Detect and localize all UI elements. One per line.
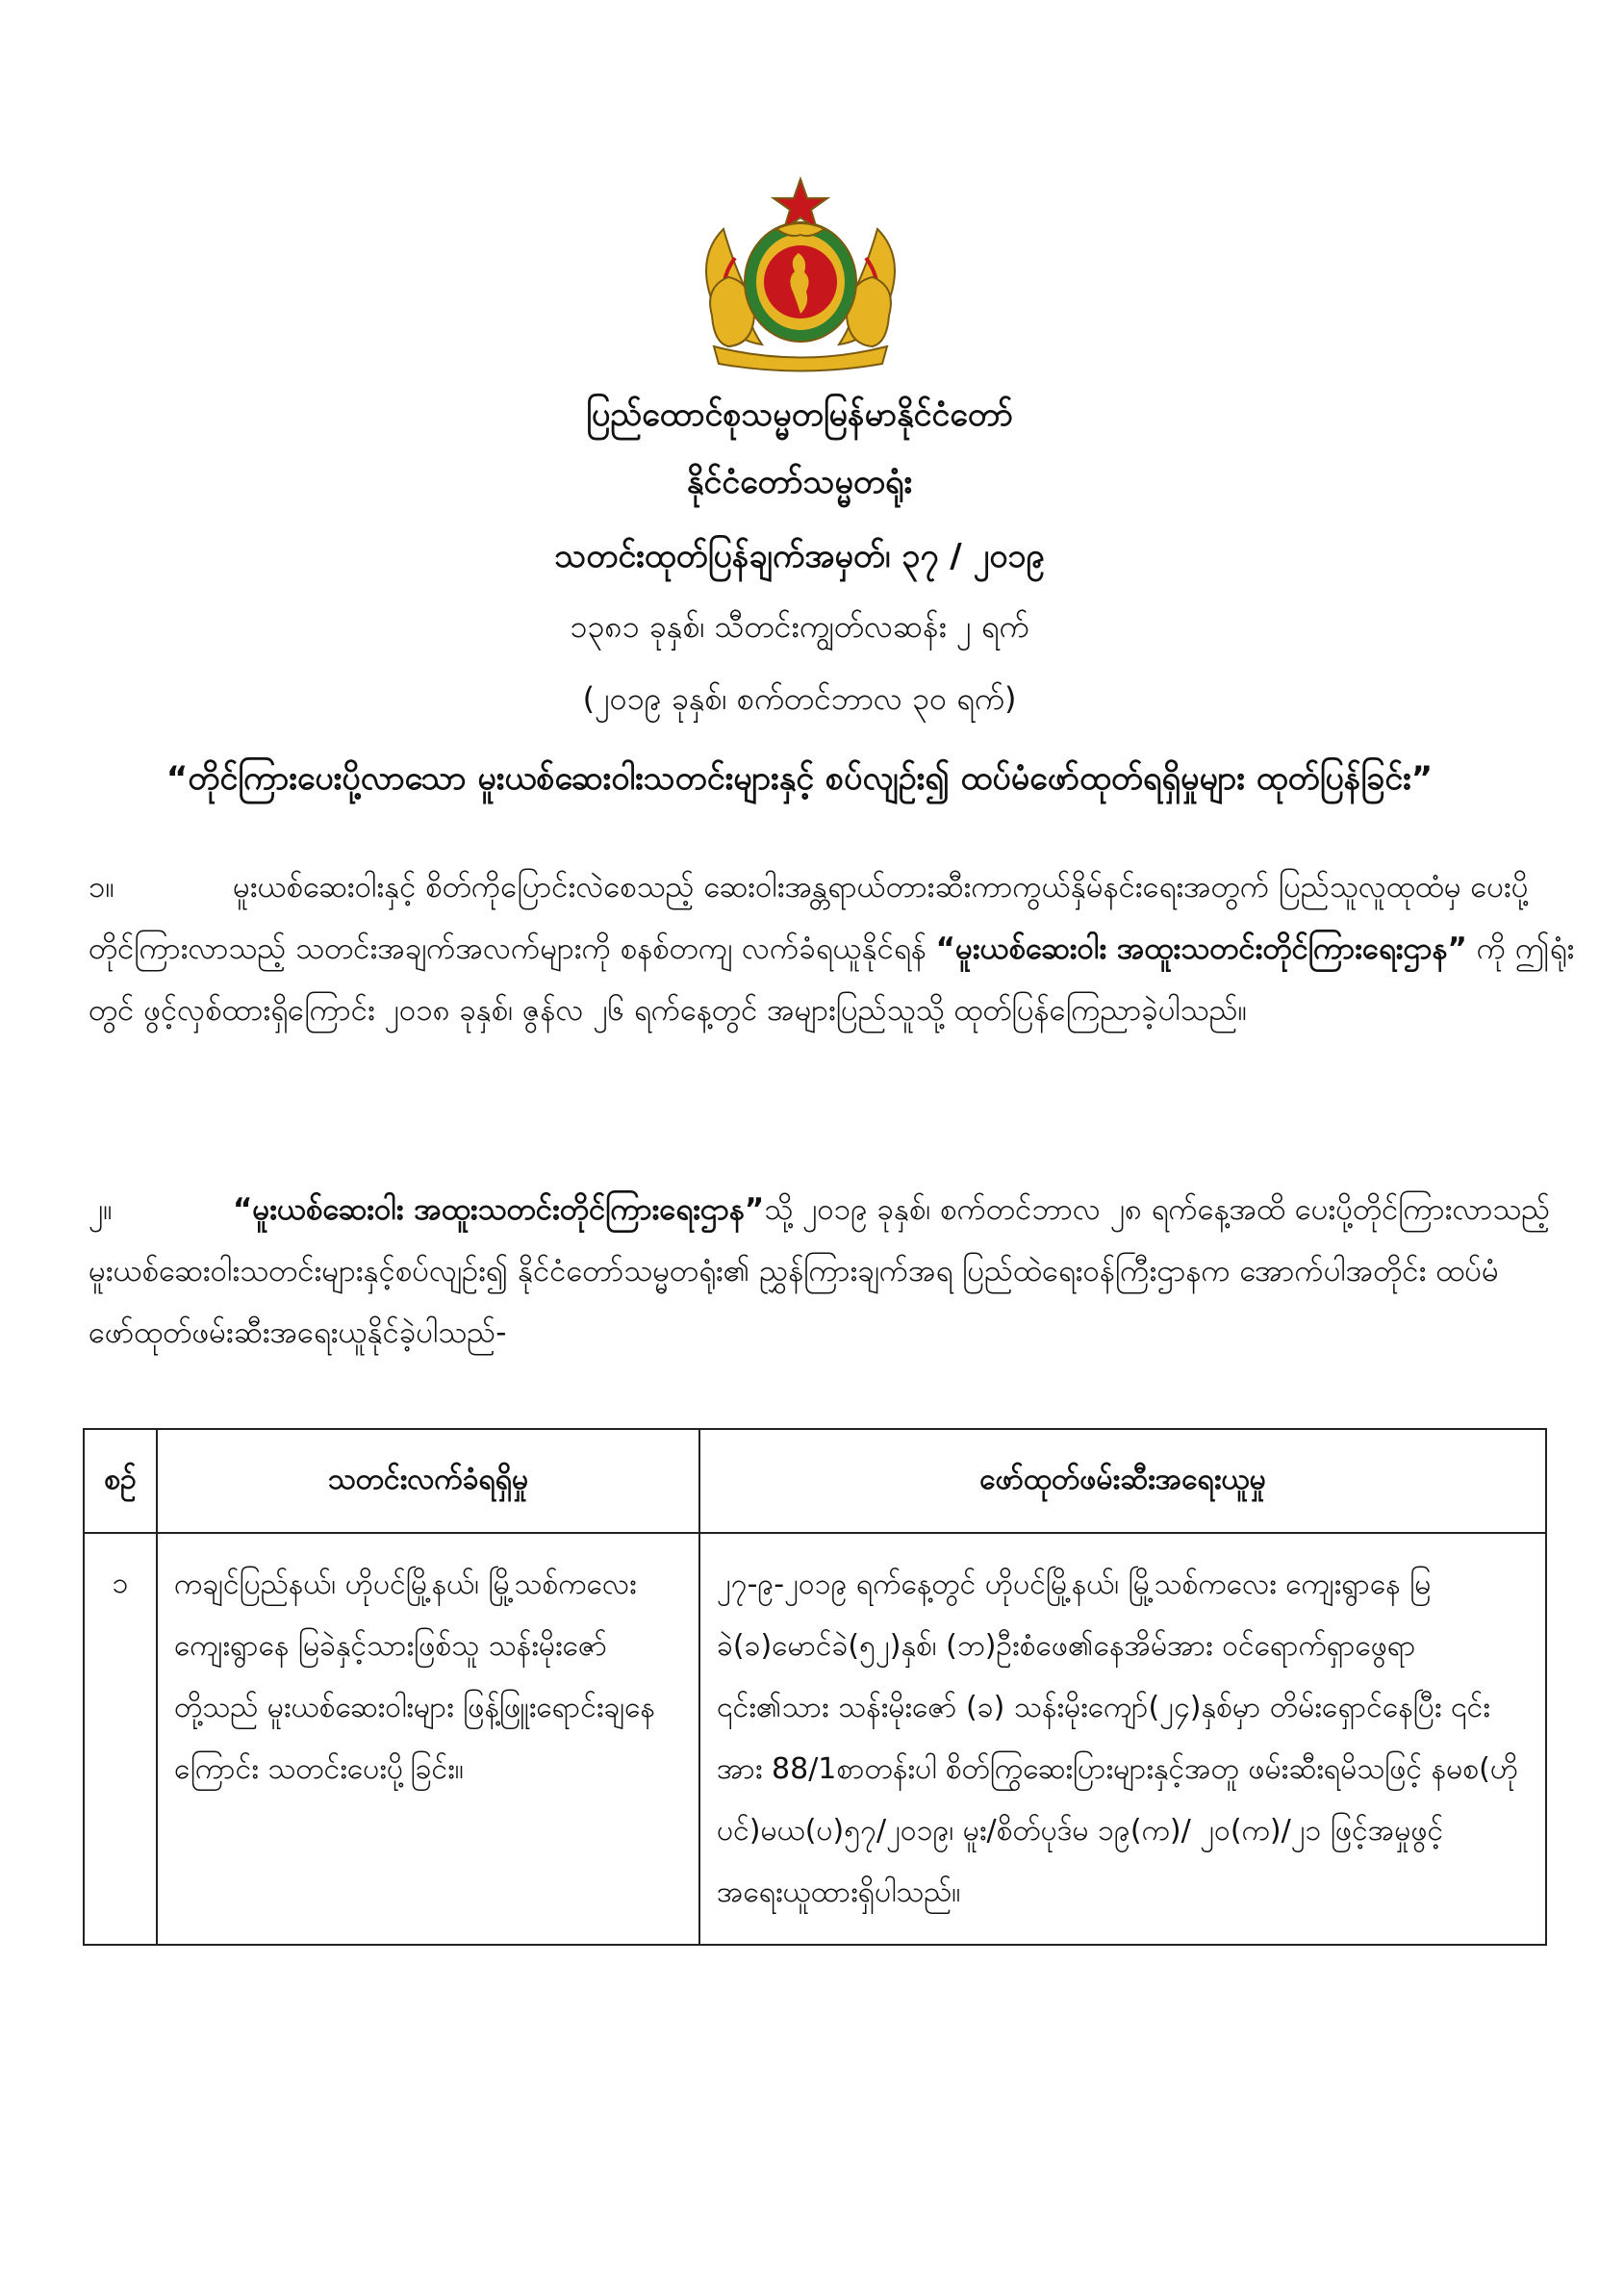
paragraph-text: သို့ ၂၀၁၉ ခုနှစ်၊ စက်တင်ဘာလ ၂၈ ရက်နေ့အထိ ပေးပို့တိုင်ကြားလာသည့် မူးယစ်ဆေးဝါးသတင်းများနှင့်စပ်လျဉ်း၍ နိုင်ငံတော်သမ္မတရုံး၏ ညွှန်ကြားချက်အရ ပြည်ထဲရေးဝန်ကြီးဌာနက အောက်ပါအတိုင်း ထပ်မံဖော်ထုတ်ဖမ်းဆီးအရေးယူနိုင်ခဲ့ပါသည်-	[89, 1192, 1551, 1350]
paragraph-2	[89, 1179, 1589, 1364]
col-header-received: သတင်းလက်ခံရရှိမှု	[157, 1429, 699, 1533]
paragraph-text: ကို ဤရုံးတွင် ဖွင့်လှစ်ထားရှိကြောင်း ၂၀၁၈ ခုနှစ်၊ ဇွန်လ ၂၆ ရက်နေ့တွင် အများပြည်သူသို့ ထုတ်ပြန်ကြေညာခဲ့ပါသည်။	[89, 931, 1575, 1028]
table-row	[84, 1533, 1546, 1945]
paragraph-1	[89, 856, 1589, 1041]
myanmar-date: ၁၃၈၁ ခုနှစ်၊ သီတင်းကျွတ်လဆန်း ၂ ရက်	[570, 608, 1029, 645]
gregorian-date: (၂၀၁၉ ခုနှစ်၊ စက်တင်ဘာလ ၃၀ ရက်)	[582, 680, 1017, 717]
paragraph-text: မူးယစ်ဆေးဝါးနှင့် စိတ်ကိုပြောင်းလဲစေသည့် ဆေးဝါးအန္တရာယ်တားဆီးကာကွယ်နှိမ်နင်းရေးအတွက် ပြည်သူလူထုထံမှ ပေးပို့တိုင်ကြားလာသည့် သတင်းအချက်အလက်များကို စနစ်တကျ လက်ခံရယူနိုင်ရန်	[89, 870, 1529, 966]
release-subject: “တိုင်ကြားပေးပို့လာသော မူးယစ်ဆေးဝါးသတင်းများနှင့် စပ်လျဉ်း၍ ထပ်မံဖော်ထုတ်ရရှိမှုများ ထုတ်ပြန်ခြင်း”	[165, 759, 1434, 798]
col-header-no: စဉ်	[84, 1429, 157, 1533]
paragraph-number: ၂။	[89, 1192, 113, 1227]
office-name: နိုင်ငံတော်သမ္မတရုံး	[686, 463, 913, 501]
received-info-text: ကချင်ပြည်နယ်၊ ဟိုပင်မြို့နယ်၊ မြို့သစ်ကလေး ကျေးရွာနေ မြခဲနှင့်သားဖြစ်သူ သန်းမိုးဇော်တို့သည် မူးယစ်ဆေးဝါးများ ဖြန့်ဖြူးရောင်းချနေကြောင်း သတင်းပေးပို့ခြင်း။	[174, 1568, 655, 1786]
action-taken-cell	[699, 1533, 1546, 1945]
paragraph-number: ၁။	[89, 870, 114, 905]
unit-name: “မူးယစ်ဆေးဝါး အထူးသတင်းတိုင်ကြားရေးဌာန”	[935, 931, 1467, 966]
unit-name: “မူးယစ်ဆေးဝါး အထူးသတင်းတိုင်ကြားရေးဌာန”	[233, 1192, 765, 1227]
release-number: သတင်းထုတ်ပြန်ချက်အမှတ်၊ ၃၇ / ၂၀၁၉	[554, 537, 1045, 575]
country-name: ပြည်ထောင်စုသမ္မတမြန်မာနိုင်ငံတော်	[586, 395, 1013, 434]
col-header-action: ဖော်ထုတ်ဖမ်းဆီးအရေးယူမှု	[699, 1429, 1546, 1533]
table-header-row	[84, 1429, 1546, 1533]
row-number: ၁	[84, 1533, 157, 1945]
received-info-cell	[157, 1533, 699, 1945]
action-taken-text: ၂၇-၉-၂၀၁၉ ရက်နေ့တွင် ဟိုပင်မြို့နယ်၊ မြို့သစ်ကလေး ကျေးရွာနေ မြခဲ(ခ)မောင်ခဲ(၅၂)နှစ်၊ (ဘ)ဦးစံဖေ၏နေအိမ်အား ဝင်ရောက်ရှာဖွေရာ ၎င်း၏သား သန်းမိုးဇော် (ခ) သန်းမိုးကျော်(၂၄)နှစ်မှာ တိမ်းရှောင်နေပြီး ၎င်းအား 88/1စာတန်းပါ စိတ်ကြွဆေးပြားများနှင့်အတူ ဖမ်းဆီးရမိသဖြင့် နမစ(ဟိုပင်)မယ(ပ)၅၇/၂၀၁၉၊ မူး/စိတ်ပုဒ်မ ၁၉(က)/ ၂၀(က)/၂၁ ဖြင့်အမှုဖွင့်အရေးယူထားရှိပါသည်။	[717, 1568, 1519, 1909]
state-seal-emblem	[685, 171, 916, 373]
reports-table	[83, 1428, 1547, 1946]
